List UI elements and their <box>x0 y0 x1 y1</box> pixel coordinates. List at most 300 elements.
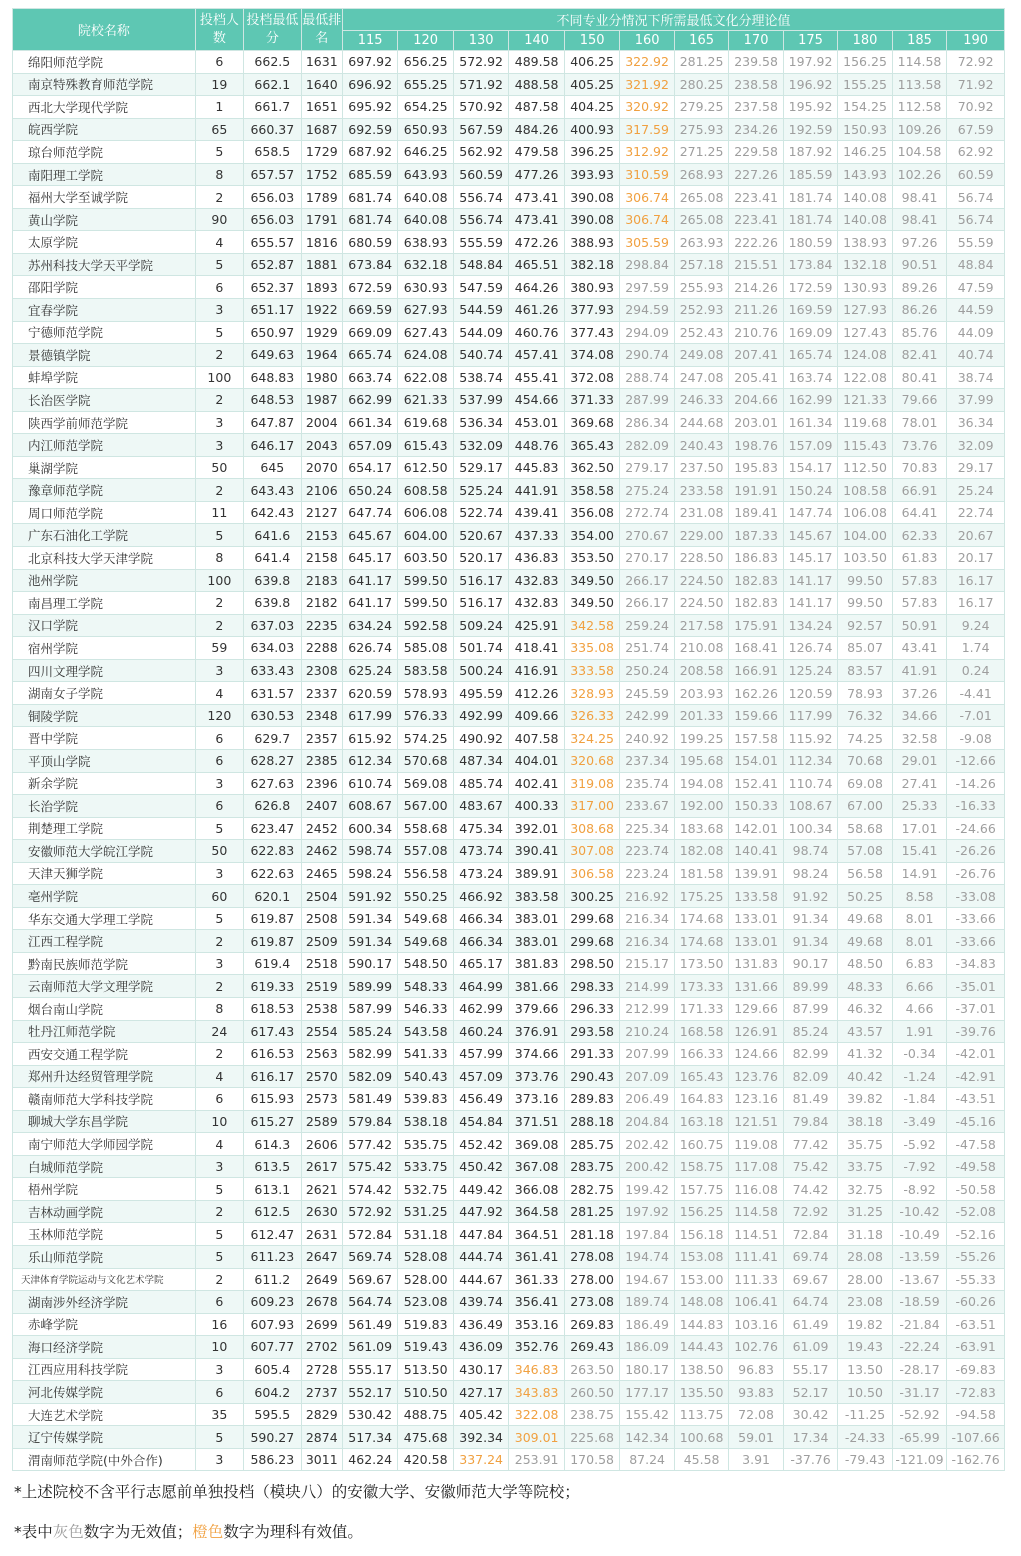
min-score-cell: 619.87 <box>244 930 302 953</box>
value-cell: 186.49 <box>620 1313 674 1336</box>
min-rank-cell: 2308 <box>301 659 342 682</box>
school-name-cell: 南阳理工学院 <box>13 163 196 186</box>
value-cell: -26.76 <box>947 862 1005 885</box>
value-cell: 349.50 <box>564 592 619 615</box>
value-cell: 266.17 <box>620 592 674 615</box>
value-cell: 383.01 <box>509 907 564 930</box>
value-cell: 280.25 <box>674 73 728 96</box>
table-row <box>13 73 1005 96</box>
value-cell: 266.17 <box>620 569 674 592</box>
value-cell: 600.34 <box>342 817 397 840</box>
value-cell: 120.59 <box>783 682 837 705</box>
value-cell: 489.58 <box>509 51 564 74</box>
value-cell: 233.58 <box>674 479 728 502</box>
quota-cell: 65 <box>195 118 243 141</box>
value-cell: 599.50 <box>398 569 453 592</box>
value-cell: 353.16 <box>509 1313 564 1336</box>
table-row <box>13 1178 1005 1201</box>
value-cell: 561.49 <box>342 1313 397 1336</box>
value-cell: 204.84 <box>620 1110 674 1133</box>
value-cell: 529.17 <box>453 456 508 479</box>
school-name-cell: 宁德师范学院 <box>13 321 196 344</box>
quota-cell: 3 <box>195 952 243 975</box>
value-cell: 260.50 <box>564 1381 619 1404</box>
min-score-cell: 590.27 <box>244 1426 302 1449</box>
value-cell: 238.58 <box>729 73 783 96</box>
value-cell: -5.92 <box>892 1133 946 1156</box>
value-cell: 585.24 <box>342 1020 397 1043</box>
value-cell: 38.74 <box>947 366 1005 389</box>
min-score-cell: 656.03 <box>244 208 302 231</box>
value-cell: 253.91 <box>509 1448 564 1471</box>
value-cell: 319.08 <box>564 772 619 795</box>
value-cell: 145.67 <box>783 524 837 547</box>
value-cell: 606.08 <box>398 501 453 524</box>
value-cell: 225.68 <box>564 1426 619 1449</box>
value-cell: 173.50 <box>674 952 728 975</box>
min-rank-cell: 2702 <box>301 1336 342 1359</box>
value-cell: 74.42 <box>783 1178 837 1201</box>
value-cell: 6.66 <box>892 975 946 998</box>
value-cell: 153.00 <box>674 1268 728 1291</box>
value-cell: 159.66 <box>729 704 783 727</box>
value-cell: 224.50 <box>674 592 728 615</box>
table-row <box>13 1110 1005 1133</box>
value-cell: 81.49 <box>783 1088 837 1111</box>
value-cell: 216.92 <box>620 885 674 908</box>
value-cell: 210.76 <box>729 321 783 344</box>
value-cell: 669.59 <box>342 299 397 322</box>
quota-cell: 5 <box>195 253 243 276</box>
value-cell: -34.83 <box>947 952 1005 975</box>
value-cell: 90.17 <box>783 952 837 975</box>
value-cell: 477.26 <box>509 163 564 186</box>
value-cell: 287.99 <box>620 389 674 412</box>
value-cell: 364.51 <box>509 1223 564 1246</box>
value-cell: 214.26 <box>729 276 783 299</box>
value-cell: 353.50 <box>564 547 619 570</box>
value-cell: 569.08 <box>398 772 453 795</box>
table-row <box>13 1291 1005 1314</box>
value-cell: 356.08 <box>564 501 619 524</box>
value-cell: 608.58 <box>398 479 453 502</box>
min-score-cell: 633.43 <box>244 659 302 682</box>
quota-cell: 2 <box>195 1268 243 1291</box>
footnote-2-suffix: 数字为理科有效值。 <box>223 1523 363 1541</box>
value-cell: 358.58 <box>564 479 619 502</box>
value-cell: 49.68 <box>838 907 892 930</box>
quota-cell: 5 <box>195 141 243 164</box>
value-cell: 174.68 <box>674 907 728 930</box>
table-row <box>13 118 1005 141</box>
value-cell: 104.58 <box>892 141 946 164</box>
school-name-cell: 皖西学院 <box>13 118 196 141</box>
min-score-cell: 620.1 <box>244 885 302 908</box>
value-cell: 207.41 <box>729 344 783 367</box>
value-cell: 234.26 <box>729 118 783 141</box>
value-cell: 484.26 <box>509 118 564 141</box>
value-cell: 125.24 <box>783 659 837 682</box>
value-cell: 131.66 <box>729 975 783 998</box>
value-cell: 473.41 <box>509 208 564 231</box>
value-cell: 634.24 <box>342 614 397 637</box>
value-cell: 44.09 <box>947 321 1005 344</box>
quota-cell: 5 <box>195 1178 243 1201</box>
value-cell: 91.34 <box>783 930 837 953</box>
value-cell: 249.08 <box>674 344 728 367</box>
min-rank-cell: 2182 <box>301 592 342 615</box>
value-cell: 371.51 <box>509 1110 564 1133</box>
quota-cell: 6 <box>195 276 243 299</box>
value-cell: 141.17 <box>783 569 837 592</box>
value-cell: 663.74 <box>342 366 397 389</box>
value-cell: 490.92 <box>453 727 508 750</box>
value-cell: 632.18 <box>398 253 453 276</box>
min-rank-cell: 2554 <box>301 1020 342 1043</box>
value-cell: -37.76 <box>783 1448 837 1471</box>
min-rank-cell: 2508 <box>301 907 342 930</box>
min-rank-cell: 2106 <box>301 479 342 502</box>
value-cell: 275.93 <box>674 118 728 141</box>
min-score-cell: 643.43 <box>244 479 302 502</box>
value-cell: 598.74 <box>342 840 397 863</box>
value-cell: 483.67 <box>453 795 508 818</box>
school-name-cell: 烟台南山学院 <box>13 997 196 1020</box>
value-cell: 231.08 <box>674 501 728 524</box>
value-cell: 187.92 <box>783 141 837 164</box>
value-cell: -35.01 <box>947 975 1005 998</box>
quota-cell: 6 <box>195 1291 243 1314</box>
value-cell: 278.00 <box>564 1268 619 1291</box>
min-score-cell: 648.83 <box>244 366 302 389</box>
value-cell: 61.49 <box>783 1313 837 1336</box>
value-cell: 259.24 <box>620 614 674 637</box>
value-cell: 15.41 <box>892 840 946 863</box>
value-cell: 89.99 <box>783 975 837 998</box>
column-header: 160 <box>620 31 674 51</box>
value-cell: 317.00 <box>564 795 619 818</box>
value-cell: 669.09 <box>342 321 397 344</box>
value-cell: 550.25 <box>398 885 453 908</box>
value-cell: 210.24 <box>620 1020 674 1043</box>
value-cell: 382.18 <box>564 253 619 276</box>
value-cell: 460.24 <box>453 1020 508 1043</box>
value-cell: 543.58 <box>398 1020 453 1043</box>
min-score-cell: 660.37 <box>244 118 302 141</box>
value-cell: 142.01 <box>729 817 783 840</box>
value-cell: 320.92 <box>620 96 674 119</box>
min-score-cell: 634.03 <box>244 637 302 660</box>
value-cell: 425.91 <box>509 614 564 637</box>
min-score-cell: 586.23 <box>244 1448 302 1471</box>
value-cell: 409.66 <box>509 704 564 727</box>
quota-cell: 3 <box>195 1155 243 1178</box>
value-cell: 1.74 <box>947 637 1005 660</box>
value-cell: 80.41 <box>892 366 946 389</box>
value-cell: 393.93 <box>564 163 619 186</box>
value-cell: 139.91 <box>729 862 783 885</box>
value-cell: 265.08 <box>674 208 728 231</box>
value-cell: 0.24 <box>947 659 1005 682</box>
min-rank-cell: 2396 <box>301 772 342 795</box>
value-cell: 310.59 <box>620 163 674 186</box>
value-cell: 146.25 <box>838 141 892 164</box>
value-cell: 43.57 <box>838 1020 892 1043</box>
value-cell: 257.18 <box>674 253 728 276</box>
value-cell: 270.17 <box>620 547 674 570</box>
quota-cell: 2 <box>195 614 243 637</box>
value-cell: 113.75 <box>674 1403 728 1426</box>
value-cell: -45.16 <box>947 1110 1005 1133</box>
min-rank-cell: 2235 <box>301 614 342 637</box>
min-rank-cell: 2348 <box>301 704 342 727</box>
value-cell: 126.74 <box>783 637 837 660</box>
value-cell: 29.01 <box>892 749 946 772</box>
value-cell: 142.34 <box>620 1426 674 1449</box>
value-cell: 362.50 <box>564 456 619 479</box>
value-cell: 400.33 <box>509 795 564 818</box>
value-cell: -22.24 <box>892 1336 946 1359</box>
quota-cell: 24 <box>195 1020 243 1043</box>
value-cell: 20.17 <box>947 547 1005 570</box>
value-cell: 66.91 <box>892 479 946 502</box>
value-cell: 289.83 <box>564 1088 619 1111</box>
value-cell: 404.01 <box>509 749 564 772</box>
min-rank-cell: 1922 <box>301 299 342 322</box>
value-cell: 91.92 <box>783 885 837 908</box>
value-cell: 650.24 <box>342 479 397 502</box>
value-cell: 379.66 <box>509 997 564 1020</box>
table-row <box>13 366 1005 389</box>
school-name-cell: 周口师范学院 <box>13 501 196 524</box>
value-cell: 114.58 <box>729 1200 783 1223</box>
min-score-cell: 611.2 <box>244 1268 302 1291</box>
value-cell: 640.08 <box>398 186 453 209</box>
min-score-cell: 618.53 <box>244 997 302 1020</box>
school-name-cell: 玉林师范学院 <box>13 1223 196 1246</box>
value-cell: 569.74 <box>342 1245 397 1268</box>
value-cell: 238.75 <box>564 1403 619 1426</box>
value-cell: -39.76 <box>947 1020 1005 1043</box>
value-cell: 100.34 <box>783 817 837 840</box>
value-cell: 298.33 <box>564 975 619 998</box>
quota-cell: 120 <box>195 704 243 727</box>
value-cell: 335.08 <box>564 637 619 660</box>
value-cell: 92.57 <box>838 614 892 637</box>
value-cell: 567.00 <box>398 795 453 818</box>
min-score-cell: 629.7 <box>244 727 302 750</box>
value-cell: 540.43 <box>398 1065 453 1088</box>
value-cell: 371.33 <box>564 389 619 412</box>
value-cell: 156.18 <box>674 1223 728 1246</box>
value-cell: 272.74 <box>620 501 674 524</box>
value-cell: 263.50 <box>564 1358 619 1381</box>
value-cell: -4.41 <box>947 682 1005 705</box>
school-name-cell: 渭南师范学院(中外合作) <box>13 1448 196 1471</box>
value-cell: 195.92 <box>783 96 837 119</box>
value-cell: 278.08 <box>564 1245 619 1268</box>
school-name-cell: 湖南涉外经济学院 <box>13 1291 196 1314</box>
table-row <box>13 1448 1005 1471</box>
school-name-cell: 蚌埠学院 <box>13 366 196 389</box>
table-row <box>13 952 1005 975</box>
school-name-cell: 赤峰学院 <box>13 1313 196 1336</box>
table-row <box>13 96 1005 119</box>
quota-cell: 3 <box>195 1448 243 1471</box>
value-cell: 19.43 <box>838 1336 892 1359</box>
value-cell: 680.59 <box>342 231 397 254</box>
value-cell: 361.41 <box>509 1245 564 1268</box>
value-cell: -60.26 <box>947 1291 1005 1314</box>
table-row <box>13 569 1005 592</box>
value-cell: -24.66 <box>947 817 1005 840</box>
value-cell: 163.18 <box>674 1110 728 1133</box>
quota-cell: 2 <box>195 1200 243 1223</box>
min-rank-cell: 2538 <box>301 997 342 1020</box>
table-row <box>13 659 1005 682</box>
value-cell: 525.24 <box>453 479 508 502</box>
value-cell: 520.67 <box>453 524 508 547</box>
table-row <box>13 862 1005 885</box>
value-cell: 473.41 <box>509 186 564 209</box>
value-cell: 591.34 <box>342 907 397 930</box>
value-cell: 441.91 <box>509 479 564 502</box>
value-cell: 182.08 <box>674 840 728 863</box>
value-cell: 546.33 <box>398 997 453 1020</box>
value-cell: 189.41 <box>729 501 783 524</box>
quota-cell: 60 <box>195 885 243 908</box>
value-cell: 450.42 <box>453 1155 508 1178</box>
value-cell: 587.99 <box>342 997 397 1020</box>
school-name-cell: 海口经济学院 <box>13 1336 196 1359</box>
value-cell: 89.26 <box>892 276 946 299</box>
value-cell: 1.91 <box>892 1020 946 1043</box>
value-cell: 147.74 <box>783 501 837 524</box>
value-cell: 390.08 <box>564 186 619 209</box>
value-cell: 168.41 <box>729 637 783 660</box>
value-cell: 549.68 <box>398 907 453 930</box>
min-score-cell: 616.17 <box>244 1065 302 1088</box>
table-row <box>13 727 1005 750</box>
value-cell: 169.59 <box>783 299 837 322</box>
value-cell: 157.09 <box>783 434 837 457</box>
value-cell: 98.74 <box>783 840 837 863</box>
value-cell: 134.24 <box>783 614 837 637</box>
value-cell: 577.42 <box>342 1133 397 1156</box>
value-cell: 170.58 <box>564 1448 619 1471</box>
min-score-cell: 623.47 <box>244 817 302 840</box>
table-body <box>13 51 1005 1471</box>
value-cell: 172.59 <box>783 276 837 299</box>
value-cell: 150.93 <box>838 118 892 141</box>
value-cell: 281.25 <box>564 1200 619 1223</box>
value-cell: 43.41 <box>892 637 946 660</box>
value-cell: 194.08 <box>674 772 728 795</box>
value-cell: -49.58 <box>947 1155 1005 1178</box>
school-name-cell: 云南师范大学文理学院 <box>13 975 196 998</box>
value-cell: 367.08 <box>509 1155 564 1178</box>
value-cell: -37.01 <box>947 997 1005 1020</box>
value-cell: 250.24 <box>620 659 674 682</box>
min-rank-cell: 2518 <box>301 952 342 975</box>
table-row <box>13 1043 1005 1066</box>
value-cell: 186.09 <box>620 1336 674 1359</box>
value-cell: 154.25 <box>838 96 892 119</box>
value-cell: 17.34 <box>783 1426 837 1449</box>
value-cell: 402.41 <box>509 772 564 795</box>
value-cell: 228.50 <box>674 547 728 570</box>
value-cell: -10.49 <box>892 1223 946 1246</box>
value-cell: 283.75 <box>564 1155 619 1178</box>
value-cell: 72.84 <box>783 1223 837 1246</box>
min-rank-cell: 1651 <box>301 96 342 119</box>
value-cell: 439.41 <box>509 501 564 524</box>
school-name-cell: 辽宁传媒学院 <box>13 1426 196 1449</box>
value-cell: -24.33 <box>838 1426 892 1449</box>
value-cell: -107.66 <box>947 1426 1005 1449</box>
value-cell: 58.68 <box>838 817 892 840</box>
value-cell: 612.50 <box>398 456 453 479</box>
value-cell: 181.74 <box>783 208 837 231</box>
min-score-cell: 615.93 <box>244 1088 302 1111</box>
quota-cell: 35 <box>195 1403 243 1426</box>
value-cell: 135.50 <box>674 1381 728 1404</box>
value-cell: 102.76 <box>729 1336 783 1359</box>
min-score-cell: 595.5 <box>244 1403 302 1426</box>
value-cell: -16.33 <box>947 795 1005 818</box>
value-cell: 612.34 <box>342 749 397 772</box>
table-row <box>13 411 1005 434</box>
value-cell: 576.33 <box>398 704 453 727</box>
value-cell: -7.01 <box>947 704 1005 727</box>
min-rank-cell: 2829 <box>301 1403 342 1426</box>
min-score-cell: 619.87 <box>244 907 302 930</box>
value-cell: 377.93 <box>564 299 619 322</box>
value-cell: 558.68 <box>398 817 453 840</box>
value-cell: 570.92 <box>453 96 508 119</box>
quota-cell: 100 <box>195 366 243 389</box>
value-cell: 196.92 <box>783 73 837 96</box>
value-cell: 562.92 <box>453 141 508 164</box>
school-name-cell: 晋中学院 <box>13 727 196 750</box>
value-cell: 533.75 <box>398 1155 453 1178</box>
value-cell: 466.92 <box>453 885 508 908</box>
value-cell: 687.92 <box>342 141 397 164</box>
value-cell: 548.50 <box>398 952 453 975</box>
value-cell: -33.08 <box>947 885 1005 908</box>
min-score-cell: 611.23 <box>244 1245 302 1268</box>
value-cell: 39.82 <box>838 1088 892 1111</box>
value-cell: 473.24 <box>453 862 508 885</box>
value-cell: 133.01 <box>729 907 783 930</box>
min-rank-cell: 3011 <box>301 1448 342 1471</box>
table-row <box>13 592 1005 615</box>
value-cell: -1.24 <box>892 1065 946 1088</box>
value-cell: 79.84 <box>783 1110 837 1133</box>
quota-cell: 59 <box>195 637 243 660</box>
value-cell: 113.58 <box>892 73 946 96</box>
value-cell: 465.51 <box>509 253 564 276</box>
value-cell: 376.91 <box>509 1020 564 1043</box>
value-cell: 197.92 <box>783 51 837 74</box>
table-row <box>13 208 1005 231</box>
value-cell: 298.84 <box>620 253 674 276</box>
value-cell: 154.01 <box>729 749 783 772</box>
value-cell: 28.00 <box>838 1268 892 1291</box>
value-cell: 540.74 <box>453 344 508 367</box>
value-cell: 76.32 <box>838 704 892 727</box>
value-cell: -52.92 <box>892 1403 946 1426</box>
